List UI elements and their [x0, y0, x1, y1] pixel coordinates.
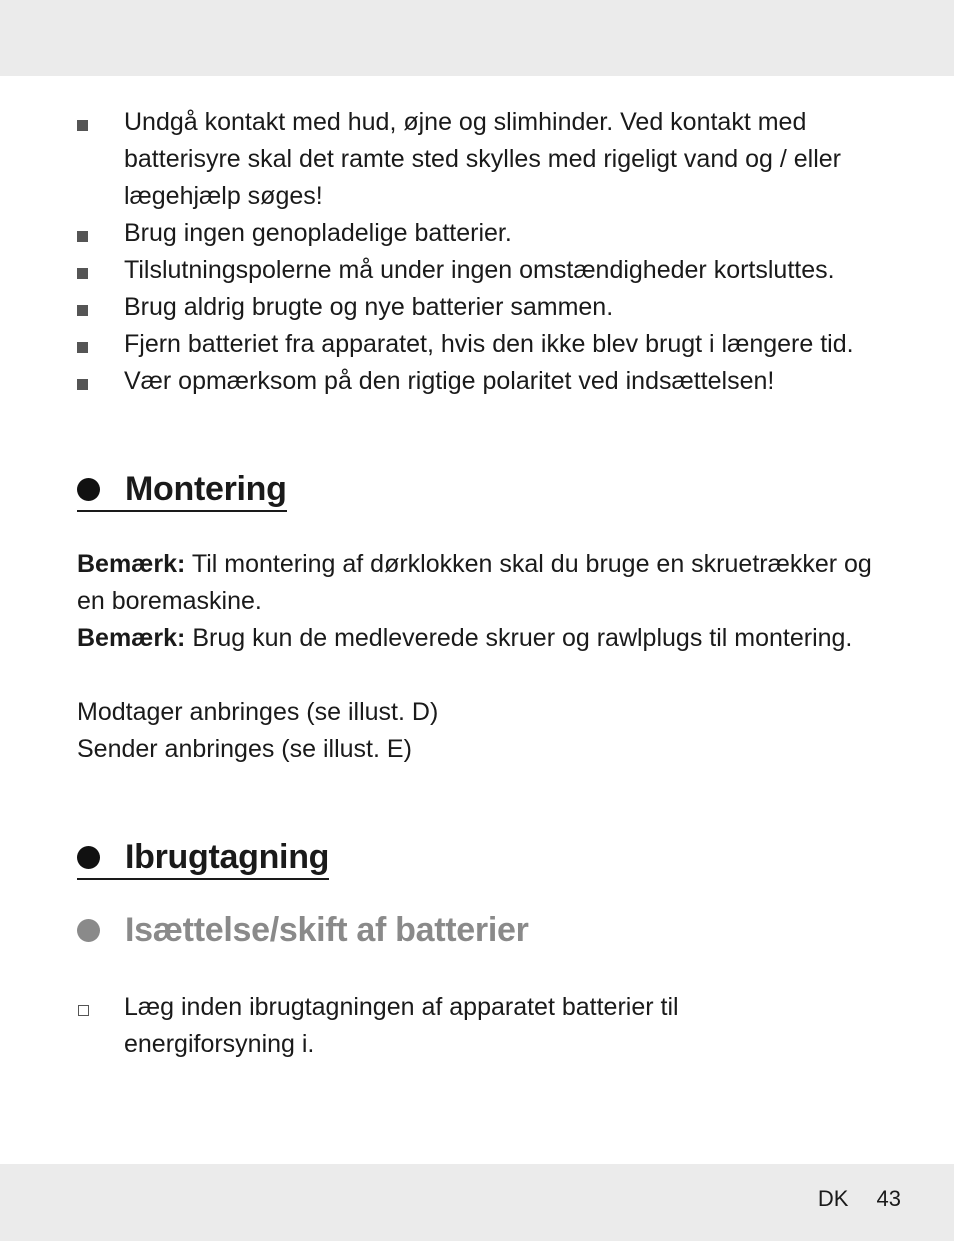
list-item: [77, 215, 887, 252]
list-item: [77, 252, 887, 289]
safety-bullet-list: [77, 104, 887, 400]
list-item: [77, 326, 887, 363]
checkbox-icon: [78, 1005, 89, 1016]
bullet-text: Brug aldrig brugte og nye batterier sammen.: [124, 293, 614, 321]
language-code: DK: [817, 1186, 849, 1211]
square-bullet-icon: [77, 379, 88, 390]
note-text: Til montering af dørklokken skal du bruge en skruetrækker og en boremaskine.: [77, 550, 872, 615]
filled-circle-icon: [77, 846, 100, 869]
filled-circle-icon: [77, 919, 100, 942]
list-item: [77, 289, 887, 326]
receiver-mounting-line: Modtager anbringes (se illust. D): [77, 698, 439, 726]
bullet-text: Fjern batteriet fra apparatet, hvis den ikke blev brugt i længere tid.: [124, 330, 854, 358]
note-paragraph: [77, 620, 887, 657]
page-number: 43: [876, 1186, 901, 1211]
note-paragraph: [77, 546, 887, 620]
ibrugtagning-heading-text: Ibrugtagning: [125, 838, 330, 876]
bullet-text: Tilslutningspolerne må under ingen omstændigheder kortsluttes.: [124, 256, 835, 284]
montering-heading: [77, 469, 287, 512]
list-item: [77, 989, 727, 1063]
square-bullet-icon: [77, 305, 88, 316]
montering-heading-text: Montering: [125, 470, 287, 508]
bullet-text: Undgå kontakt med hud, øjne og slimhinder. Ved kontakt med batterisyre skal det ramte sted skylles med rigeligt vand og / eller lægehjælp søges!: [124, 108, 841, 210]
step-text: Læg inden ibrugtagningen af apparatet batterier til energiforsyning i.: [124, 993, 679, 1058]
battery-subheading: [77, 910, 529, 950]
footer-band: [0, 1164, 954, 1241]
list-item: [77, 104, 887, 215]
battery-subheading-text: Isættelse/skift af batterier: [125, 911, 529, 949]
square-bullet-icon: [77, 342, 88, 353]
page-content: [77, 104, 887, 1063]
ibrugtagning-heading: [77, 837, 329, 880]
transmitter-mounting-line: Sender anbringes (se illust. E): [77, 735, 412, 763]
square-bullet-icon: [77, 120, 88, 131]
square-bullet-icon: [77, 231, 88, 242]
note-text: Brug kun de medleverede skruer og rawlplugs til montering.: [185, 624, 853, 652]
square-bullet-icon: [77, 268, 88, 279]
header-band: [0, 0, 954, 76]
bullet-text: Brug ingen genopladelige batterier.: [124, 219, 512, 247]
note-label: Bemærk:: [77, 550, 186, 578]
note-label: Bemærk:: [77, 624, 186, 652]
list-item: [77, 363, 887, 400]
filled-circle-icon: [77, 478, 100, 501]
page-footer: [818, 1186, 901, 1212]
bullet-text: Vær opmærksom på den rigtige polaritet ved indsættelsen!: [124, 367, 775, 395]
step-list: [77, 989, 727, 1063]
